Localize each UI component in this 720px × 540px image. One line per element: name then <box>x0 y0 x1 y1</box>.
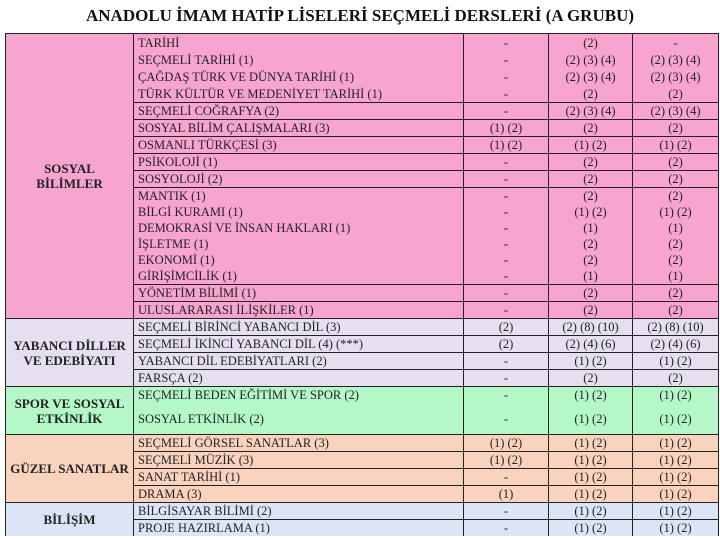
value-col-2: (1) (2) <box>549 520 633 537</box>
category-cell: YABANCI DİLLER VE EDEBİYATI <box>6 319 134 387</box>
course-name: SEÇMELİ BİRİNCİ YABANCI DİL (3) <box>134 319 464 336</box>
category-cell: SPOR VE SOSYAL ETKİNLİK <box>6 387 134 435</box>
course-name: BİLGİSAYAR BİLİMİ (2) <box>134 503 464 520</box>
course-name: EKONOMİ (1) <box>134 252 464 268</box>
value-col-1: - <box>464 188 549 205</box>
value-col-2: (2) (3) (4) <box>549 51 633 68</box>
value-col-3: (2) (8) (10) <box>633 319 719 336</box>
value-col-3: (2) (4) (6) <box>633 336 719 353</box>
value-col-3: (2) (3) (4) <box>633 68 719 85</box>
table-row <box>6 34 719 52</box>
course-name: TÜRK KÜLTÜR VE MEDENİYET TARİHİ (1) <box>134 85 464 103</box>
value-col-1: - <box>464 520 549 537</box>
value-col-1: (1) (2) <box>464 120 549 137</box>
value-col-3: (2) <box>633 120 719 137</box>
value-col-1: - <box>464 285 549 302</box>
value-col-1: (1) <box>464 486 549 503</box>
value-col-3: (1) (2) <box>633 503 719 520</box>
value-col-3: (1) (2) <box>633 403 719 435</box>
value-col-1: - <box>464 252 549 268</box>
value-col-1: - <box>464 403 549 435</box>
value-col-2: (2) (3) (4) <box>549 103 633 120</box>
value-col-2: (1) <box>549 268 633 285</box>
value-col-1: - <box>464 171 549 188</box>
value-col-2: (2) <box>549 188 633 205</box>
course-name: GİRİŞİMCİLİK (1) <box>134 268 464 285</box>
value-col-3: (2) (3) (4) <box>633 103 719 120</box>
category-cell: GÜZEL SANATLAR <box>6 435 134 503</box>
value-col-1: - <box>464 353 549 370</box>
value-col-3: (2) <box>633 370 719 387</box>
course-name: SOSYOLOJİ (2) <box>134 171 464 188</box>
value-col-3: (2) <box>633 85 719 103</box>
value-col-2: (2) <box>549 120 633 137</box>
value-col-1: - <box>464 387 549 404</box>
value-col-2: (2) <box>549 154 633 171</box>
value-col-2: (1) (2) <box>549 503 633 520</box>
course-name: OSMANLI TÜRKÇESİ (3) <box>134 137 464 154</box>
value-col-3: (1) <box>633 268 719 285</box>
course-name: YÖNETİM BİLİMİ (1) <box>134 285 464 302</box>
course-name: MANTIK (1) <box>134 188 464 205</box>
value-col-1: - <box>464 220 549 236</box>
value-col-3: (1) (2) <box>633 204 719 220</box>
value-col-2: (1) (2) <box>549 353 633 370</box>
value-col-2: (1) (2) <box>549 387 633 404</box>
value-col-1: - <box>464 103 549 120</box>
value-col-2: (2) (8) (10) <box>549 319 633 336</box>
value-col-2: (2) <box>549 302 633 319</box>
value-col-1: (1) (2) <box>464 435 549 452</box>
course-name: PROJE HAZIRLAMA (1) <box>134 520 464 537</box>
value-col-2: (1) (2) <box>549 204 633 220</box>
value-col-3: (1) (2) <box>633 469 719 486</box>
course-name: İŞLETME (1) <box>134 236 464 252</box>
value-col-2: (1) (2) <box>549 435 633 452</box>
course-name: SOSYAL BİLİM ÇALIŞMALARI (3) <box>134 120 464 137</box>
value-col-3: (1) (2) <box>633 387 719 404</box>
category-cell: SOSYAL BİLİMLER <box>6 34 134 319</box>
value-col-3: (1) (2) <box>633 486 719 503</box>
value-col-1: - <box>464 204 549 220</box>
table-row <box>6 435 719 452</box>
value-col-3: (1) <box>633 220 719 236</box>
course-name: SEÇMELİ İKİNCİ YABANCI DİL (4) (***) <box>134 336 464 353</box>
value-col-1: - <box>464 503 549 520</box>
value-col-2: (2) <box>549 236 633 252</box>
value-col-1: (1) (2) <box>464 452 549 469</box>
value-col-1: - <box>464 236 549 252</box>
value-col-1: (2) <box>464 336 549 353</box>
value-col-3: - <box>633 34 719 52</box>
value-col-3: (2) <box>633 252 719 268</box>
value-col-2: (2) <box>549 34 633 52</box>
value-col-1: - <box>464 34 549 52</box>
course-name: SEÇMELİ TARİHİ (1) <box>134 51 464 68</box>
page-title: ANADOLU İMAM HATİP LİSELERİ SEÇMELİ DERSLERİ (A GRUBU) <box>85 6 635 25</box>
value-col-3: (2) <box>633 236 719 252</box>
course-name: SEÇMELİ BEDEN EĞİTİMİ VE SPOR (2) <box>134 387 464 404</box>
value-col-1: - <box>464 85 549 103</box>
value-col-2: (2) (3) (4) <box>549 68 633 85</box>
elective-courses-table <box>5 33 719 536</box>
table-row <box>6 319 719 336</box>
course-name: TARİHİ <box>134 34 464 52</box>
course-name: YABANCI DİL EDEBİYATLARI (2) <box>134 353 464 370</box>
value-col-1: (1) (2) <box>464 137 549 154</box>
course-name: SEÇMELİ MÜZİK (3) <box>134 452 464 469</box>
value-col-1: - <box>464 68 549 85</box>
course-name: ÇAĞDAŞ TÜRK VE DÜNYA TARİHİ (1) <box>134 68 464 85</box>
value-col-2: (1) (2) <box>549 452 633 469</box>
category-cell: BİLİŞİM <box>6 503 134 537</box>
course-name: DEMOKRASİ VE İNSAN HAKLARI (1) <box>134 220 464 236</box>
course-name: BİLGİ KURAMI (1) <box>134 204 464 220</box>
value-col-1: - <box>464 469 549 486</box>
value-col-1: - <box>464 51 549 68</box>
value-col-2: (1) (2) <box>549 137 633 154</box>
course-name: PSİKOLOJİ (1) <box>134 154 464 171</box>
value-col-2: (2) <box>549 285 633 302</box>
value-col-1: - <box>464 302 549 319</box>
value-col-2: (2) <box>549 252 633 268</box>
value-col-1: (2) <box>464 319 549 336</box>
value-col-1: - <box>464 268 549 285</box>
value-col-3: (2) <box>633 154 719 171</box>
value-col-3: (2) (3) (4) <box>633 51 719 68</box>
value-col-3: (2) <box>633 285 719 302</box>
value-col-2: (1) (2) <box>549 469 633 486</box>
value-col-3: (1) (2) <box>633 520 719 537</box>
value-col-3: (1) (2) <box>633 353 719 370</box>
course-name: SANAT TARİHİ (1) <box>134 469 464 486</box>
value-col-2: (2) <box>549 171 633 188</box>
course-name: DRAMA (3) <box>134 486 464 503</box>
value-col-2: (1) <box>549 220 633 236</box>
value-col-2: (2) <box>549 370 633 387</box>
table-row <box>6 387 719 404</box>
course-name: SEÇMELİ COĞRAFYA (2) <box>134 103 464 120</box>
course-name: ULUSLARARASI İLİŞKİLER (1) <box>134 302 464 319</box>
table-row <box>6 503 719 520</box>
value-col-1: - <box>464 154 549 171</box>
value-col-2: (2) (4) (6) <box>549 336 633 353</box>
course-name: FARSÇA (2) <box>134 370 464 387</box>
course-name: SOSYAL ETKİNLİK (2) <box>134 403 464 435</box>
value-col-3: (2) <box>633 171 719 188</box>
value-col-3: (2) <box>633 188 719 205</box>
value-col-3: (1) (2) <box>633 435 719 452</box>
course-name: SEÇMELİ GÖRSEL SANATLAR (3) <box>134 435 464 452</box>
value-col-3: (2) <box>633 302 719 319</box>
value-col-1: - <box>464 370 549 387</box>
value-col-3: (1) (2) <box>633 137 719 154</box>
value-col-2: (2) <box>549 85 633 103</box>
value-col-3: (1) (2) <box>633 452 719 469</box>
value-col-2: (1) (2) <box>549 403 633 435</box>
value-col-2: (1) (2) <box>549 486 633 503</box>
